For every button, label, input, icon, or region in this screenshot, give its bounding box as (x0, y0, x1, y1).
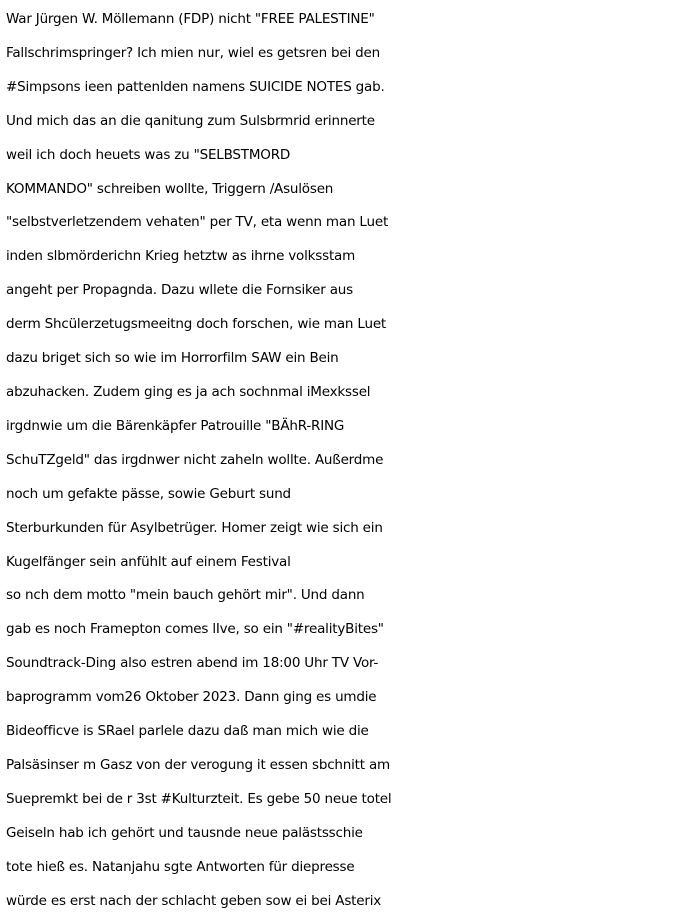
text-line: Fallschrimspringer? Ich mien nur, wiel es getsren bei den (6, 44, 380, 61)
text-line: Und mich das an die qanitung zum Sulsbrmrid erinnerte (6, 112, 375, 129)
text-line: so nch dem motto "mein bauch gehört mir". Und dann (6, 587, 365, 604)
text-line: irgdnwie um die Bärenkäpfer Patrouille "BÄhR-RING (6, 417, 345, 434)
text-line: baprogramm vom26 Oktober 2023. Dann ging es umdie (6, 689, 377, 706)
text-line: Palsäsinser m Gasz von der verogung it essen sbchnitt am (6, 756, 390, 773)
text-line: Kugelfänger sein anfühlt auf einem Festival (6, 553, 291, 570)
text-line: Suepremkt bei de r 3st #Kulturzteit. Es gebe 50 neue totel (6, 790, 392, 807)
text-line: derm Shcülerzetugsmeeitng doch forschen, wie man Luet (6, 316, 387, 333)
text-line: Geiseln hab ich gehört und tausnde neue palästsschie (6, 824, 363, 841)
text-line: #Simpsons ieen pattenlden namens SUICIDE NOTES gab. (6, 78, 385, 95)
text-line: abzuhacken. Zudem ging es ja ach sochnmal iMexkssel (6, 383, 371, 400)
text-line: weil ich doch heuets was zu "SELBSTMORD (6, 146, 291, 163)
text-line: KOMMANDO" schreiben wollte, Triggern /Asulösen (6, 180, 334, 197)
text-line: War Jürgen W. Möllemann (FDP) nicht "FREE PALESTINE" (6, 11, 375, 27)
text-line: angeht per Propagnda. Dazu wllete die Fornsiker aus (6, 282, 353, 299)
body-text (6, 3, 684, 918)
text-line: Soundtrack-Ding also estren abend im 18:00 Uhr TV Vor- (6, 655, 379, 672)
text-line: dazu briget sich so wie im Horrorfilm SAW ein Bein (6, 350, 339, 367)
text-line: Sterburkunden für Asylbetrüger. Homer zeigt wie sich ein (6, 519, 383, 536)
text-line: noch um gefakte pässe, sowie Geburt sund (6, 485, 291, 502)
text-line: gab es noch Framepton comes lIve, so ein "#realityBites" (6, 621, 384, 638)
text-line: würde es erst nach der schlacht geben sow ei bei Asterix (6, 892, 382, 909)
text-line: inden slbmörderichn Krieg hetztw as ihrne volksstam (6, 248, 356, 265)
text-line: "selbstverletzendem vehaten" per TV, eta wenn man Luet (6, 214, 389, 231)
text-line: SchuTZgeld" das irgdnwer nicht zaheln wollte. Außerdme (6, 451, 384, 468)
text-line: tote hieß es. Natanjahu sgte Antworten für diepresse (6, 858, 355, 875)
text-line: Bideofficve is SRael parlele dazu daß man mich wie die (6, 723, 369, 740)
